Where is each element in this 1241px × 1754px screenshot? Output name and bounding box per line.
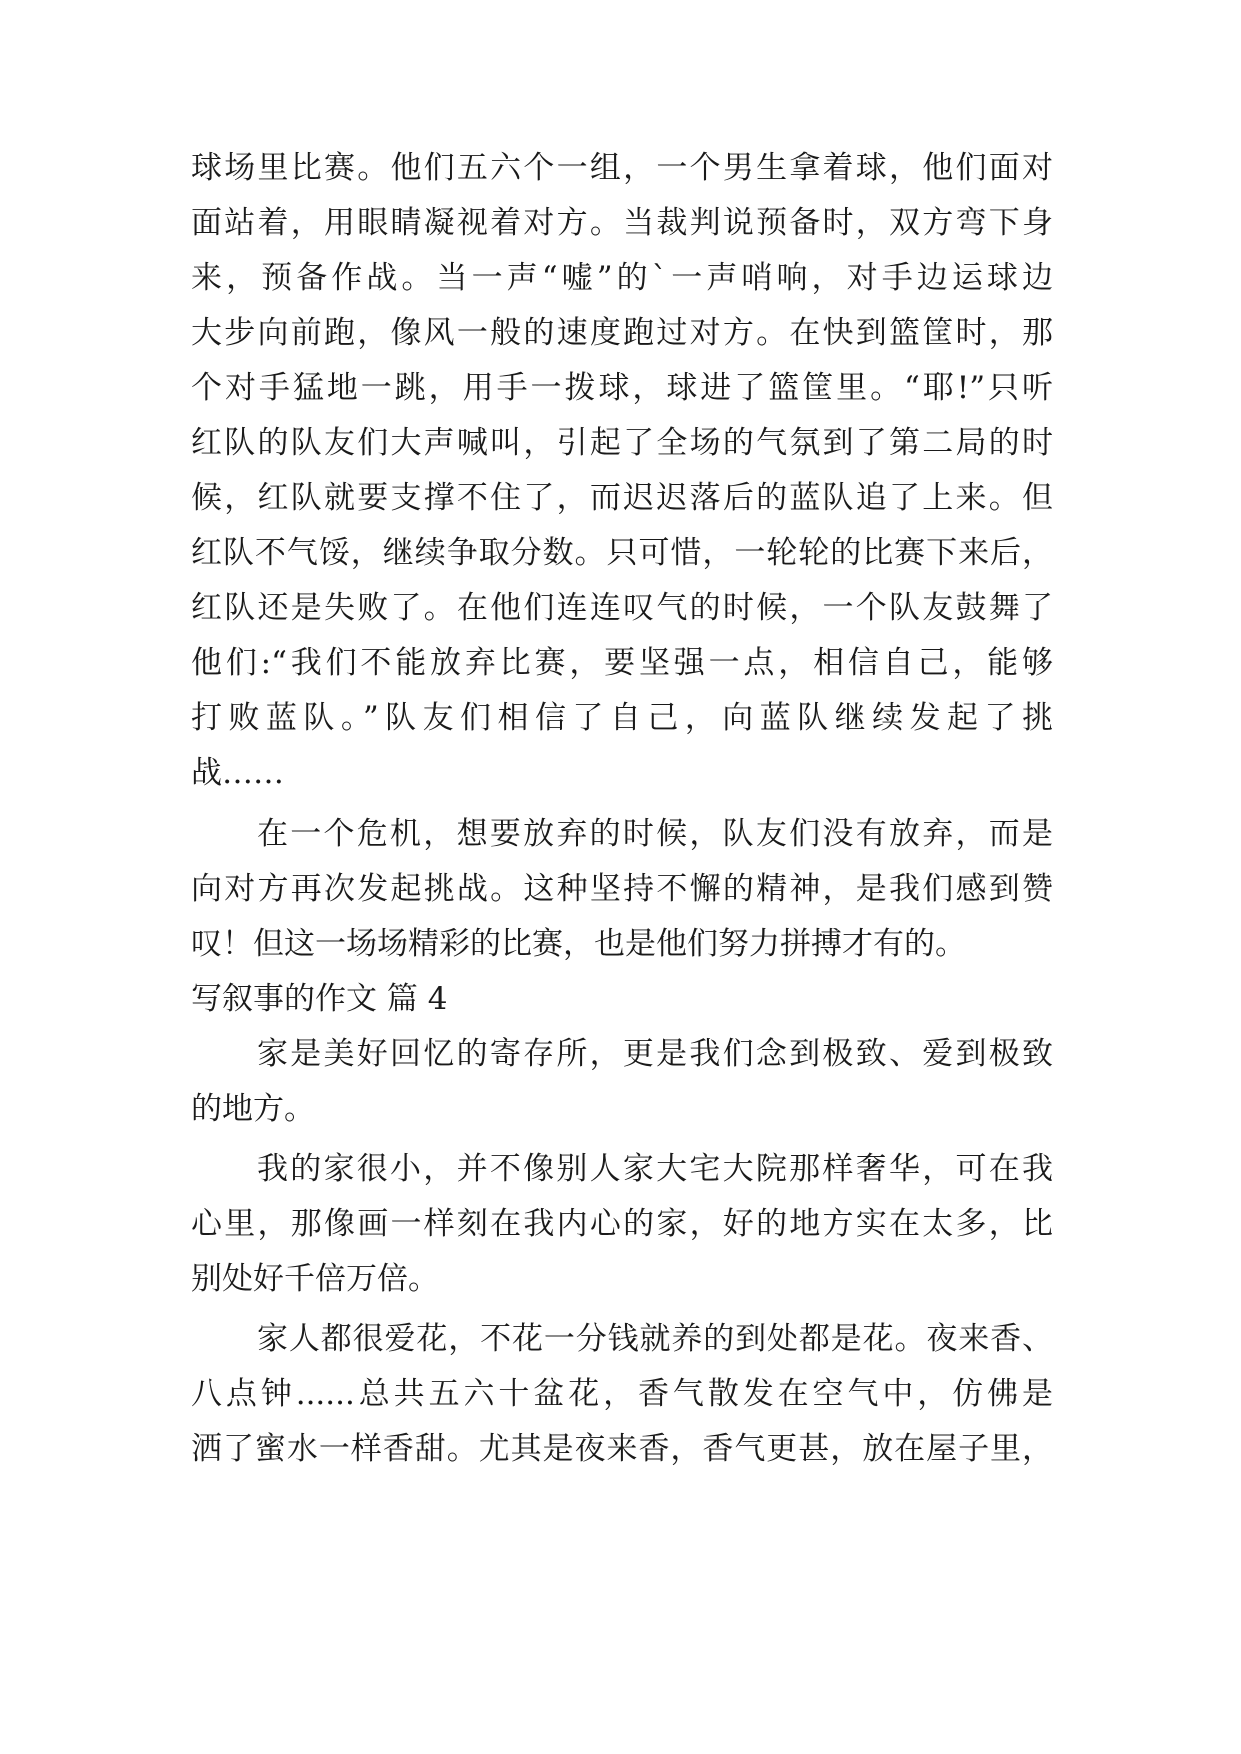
- text-line: 打败蓝队。”队友们相信了自己，向蓝队继续发起了挑: [191, 700, 1053, 736]
- text-line: 面站着，用眼睛凝视着对方。当裁判说预备时，双方弯下身: [191, 205, 1053, 241]
- text-line: 八点钟......总共五六十盆花，香气散发在空气中，仿佛是: [191, 1376, 1053, 1412]
- text-line: 来，预备作战。当一声“嘘”的`一声哨响，对手边运球边: [191, 260, 1053, 296]
- text-line: 向对方再次发起挑战。这种坚持不懈的精神，是我们感到赞: [191, 871, 1053, 907]
- text-line: 家是美好回忆的寄存所，更是我们念到极致、爱到极致: [257, 1036, 1053, 1072]
- document-page: [191, 0, 1053, 1754]
- text-line: 的地方。: [191, 1091, 315, 1127]
- text-line: 叹！但这一场场精彩的比赛，也是他们努力拼搏才有的。: [191, 926, 966, 962]
- text-line: 我的家很小，并不像别人家大宅大院那样奢华，可在我: [257, 1151, 1053, 1187]
- text-line: 战……: [191, 755, 284, 791]
- text-line: 大步向前跑，像风一般的速度跑过对方。在快到篮筐时，那: [191, 315, 1053, 351]
- text-line: 红队还是失败了。在他们连连叹气的时候，一个队友鼓舞了: [191, 590, 1053, 626]
- text-line: 个对手猛地一跳，用手一拨球，球进了篮筐里。“耶!”只听: [191, 370, 1053, 406]
- text-line: 他们:“我们不能放弃比赛，要坚强一点，相信自己，能够: [191, 645, 1053, 681]
- text-line: 红队不气馁，继续争取分数。只可惜，一轮轮的比赛下来后，: [191, 535, 1053, 571]
- text-line: 红队的队友们大声喊叫，引起了全场的气氛到了第二局的时: [191, 425, 1053, 461]
- text-line: 候，红队就要支撑不住了，而迟迟落后的蓝队追了上来。但: [191, 480, 1053, 516]
- text-line: 在一个危机，想要放弃的时候，队友们没有放弃，而是: [257, 816, 1053, 852]
- text-line: 别处好千倍万倍。: [191, 1261, 439, 1297]
- text-line: 洒了蜜水一样香甜。尤其是夜来香，香气更甚，放在屋子里，: [191, 1431, 1053, 1467]
- text-line: 心里，那像画一样刻在我内心的家，好的地方实在太多，比: [191, 1206, 1053, 1242]
- section-heading: 写叙事的作文 篇 4: [191, 981, 448, 1017]
- text-line: 球场里比赛。他们五六个一组，一个男生拿着球，他们面对: [191, 150, 1053, 186]
- text-line: 家人都很爱花，不花一分钱就养的到处都是花。夜来香、: [257, 1321, 1053, 1357]
